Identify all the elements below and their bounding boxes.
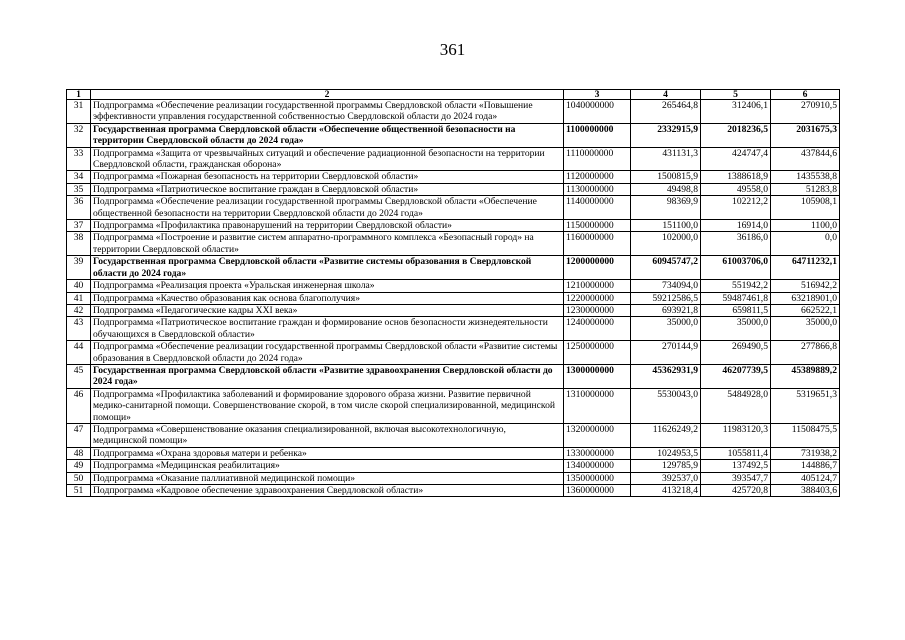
row-number-cell: 46 xyxy=(67,388,91,423)
program-name-cell: Подпрограмма «Оказание паллиативной медицинской помощи» xyxy=(91,472,564,484)
table-row xyxy=(67,171,840,183)
value-col6-cell: 51283,8 xyxy=(771,183,840,195)
program-name-cell: Подпрограмма «Педагогические кадры XXI века» xyxy=(91,304,564,316)
row-number-cell: 44 xyxy=(67,341,91,365)
value-col5-cell: 11983120,3 xyxy=(701,423,771,447)
value-col4-cell: 1500815,9 xyxy=(631,171,701,183)
program-name-cell: Подпрограмма «Совершенствование оказания специализированной, включая высокотехнологичную, медицинской помощи» xyxy=(91,423,564,447)
value-col5-cell: 102212,2 xyxy=(701,196,771,220)
value-col5-cell: 659811,5 xyxy=(701,304,771,316)
row-number-cell: 31 xyxy=(67,100,91,124)
row-number-cell: 50 xyxy=(67,472,91,484)
row-number-cell: 36 xyxy=(67,196,91,220)
value-col5-cell: 137492,5 xyxy=(701,460,771,472)
row-number-cell: 42 xyxy=(67,304,91,316)
value-col4-cell: 98369,9 xyxy=(631,196,701,220)
value-col6-cell: 270910,5 xyxy=(771,100,840,124)
value-col4-cell: 431131,3 xyxy=(631,147,701,171)
program-name-cell: Подпрограмма «Обеспечение реализации государственной программы Свердловской области «Обеспечение общественной безопасности на территории Свердловской области до 2024 года» xyxy=(91,196,564,220)
program-name-cell: Подпрограмма «Кадровое обеспечение здравоохранения Свердловской области» xyxy=(91,485,564,497)
program-code-cell: 1200000000 xyxy=(564,256,631,280)
value-col6-cell: 45389889,2 xyxy=(771,364,840,388)
row-number-cell: 33 xyxy=(67,147,91,171)
value-col5-cell: 312406,1 xyxy=(701,100,771,124)
value-col5-cell: 16914,0 xyxy=(701,220,771,232)
value-col4-cell: 413218,4 xyxy=(631,485,701,497)
program-code-cell: 1140000000 xyxy=(564,196,631,220)
program-name-cell: Подпрограмма «Патриотическое воспитание граждан и формирование основ безопасности жизнедеятельности обучающихся в Свердловской области» xyxy=(91,317,564,341)
value-col6-cell: 731938,2 xyxy=(771,447,840,459)
value-col5-cell: 46207739,5 xyxy=(701,364,771,388)
value-col4-cell: 734094,0 xyxy=(631,280,701,292)
row-number-cell: 38 xyxy=(67,232,91,256)
value-col5-cell: 59487461,8 xyxy=(701,292,771,304)
row-number-cell: 34 xyxy=(67,171,91,183)
value-col5-cell: 36186,0 xyxy=(701,232,771,256)
table-row xyxy=(67,100,840,124)
value-col6-cell: 0,0 xyxy=(771,232,840,256)
program-name-cell: Подпрограмма «Обеспечение реализации государственной программы Свердловской области «Развитие системы образования в Свердловской области до 2024 года» xyxy=(91,341,564,365)
value-col5-cell: 2018236,5 xyxy=(701,123,771,147)
value-col5-cell: 393547,7 xyxy=(701,472,771,484)
table-row xyxy=(67,280,840,292)
value-col4-cell: 151100,0 xyxy=(631,220,701,232)
value-col5-cell: 425720,8 xyxy=(701,485,771,497)
page-number: 361 xyxy=(439,40,466,59)
program-name-cell: Подпрограмма «Защита от чрезвычайных ситуаций и обеспечение радиационной безопасности на территории Свердловской области, гражданская оборона» xyxy=(91,147,564,171)
value-col4-cell: 35000,0 xyxy=(631,317,701,341)
value-col6-cell: 2031675,3 xyxy=(771,123,840,147)
table-row xyxy=(67,183,840,195)
program-code-cell: 1160000000 xyxy=(564,232,631,256)
program-name-cell: Государственная программа Свердловской области «Развитие здравоохранения Свердловской области до 2024 года» xyxy=(91,364,564,388)
table-header-row xyxy=(67,90,840,100)
value-col6-cell: 1100,0 xyxy=(771,220,840,232)
program-code-cell: 1320000000 xyxy=(564,423,631,447)
value-col4-cell: 102000,0 xyxy=(631,232,701,256)
value-col6-cell: 437844,6 xyxy=(771,147,840,171)
program-code-cell: 1100000000 xyxy=(564,123,631,147)
value-col4-cell: 5530043,0 xyxy=(631,388,701,423)
program-code-cell: 1300000000 xyxy=(564,364,631,388)
program-name-cell: Государственная программа Свердловской области «Обеспечение общественной безопасности на территории Свердловской области до 2024 года» xyxy=(91,123,564,147)
program-name-cell: Подпрограмма «Реализация проекта «Уральская инженерная школа» xyxy=(91,280,564,292)
column-header-4: 4 xyxy=(631,90,701,100)
value-col5-cell: 1388618,9 xyxy=(701,171,771,183)
table-row xyxy=(67,317,840,341)
row-number-cell: 49 xyxy=(67,460,91,472)
value-col4-cell: 693921,8 xyxy=(631,304,701,316)
program-code-cell: 1220000000 xyxy=(564,292,631,304)
value-col6-cell: 277866,8 xyxy=(771,341,840,365)
program-code-cell: 1330000000 xyxy=(564,447,631,459)
value-col4-cell: 45362931,9 xyxy=(631,364,701,388)
table-row xyxy=(67,304,840,316)
column-header-6: 6 xyxy=(771,90,840,100)
value-col6-cell: 63218901,0 xyxy=(771,292,840,304)
table-row xyxy=(67,123,840,147)
value-col4-cell: 2332915,9 xyxy=(631,123,701,147)
program-code-cell: 1040000000 xyxy=(564,100,631,124)
value-col6-cell: 388403,6 xyxy=(771,485,840,497)
value-col4-cell: 59212586,5 xyxy=(631,292,701,304)
column-header-1: 1 xyxy=(67,90,91,100)
row-number-cell: 40 xyxy=(67,280,91,292)
row-number-cell: 43 xyxy=(67,317,91,341)
value-col6-cell: 662522,1 xyxy=(771,304,840,316)
program-code-cell: 1360000000 xyxy=(564,485,631,497)
program-code-cell: 1350000000 xyxy=(564,472,631,484)
table-row xyxy=(67,256,840,280)
program-code-cell: 1210000000 xyxy=(564,280,631,292)
value-col6-cell: 11508475,5 xyxy=(771,423,840,447)
value-col6-cell: 516942,2 xyxy=(771,280,840,292)
value-col4-cell: 1024953,5 xyxy=(631,447,701,459)
value-col4-cell: 129785,9 xyxy=(631,460,701,472)
row-number-cell: 32 xyxy=(67,123,91,147)
table-row xyxy=(67,292,840,304)
row-number-cell: 39 xyxy=(67,256,91,280)
value-col5-cell: 35000,0 xyxy=(701,317,771,341)
table-row xyxy=(67,196,840,220)
value-col4-cell: 49498,8 xyxy=(631,183,701,195)
row-number-cell: 41 xyxy=(67,292,91,304)
value-col5-cell: 49558,0 xyxy=(701,183,771,195)
value-col5-cell: 61003706,0 xyxy=(701,256,771,280)
value-col6-cell: 35000,0 xyxy=(771,317,840,341)
value-col4-cell: 270144,9 xyxy=(631,341,701,365)
program-name-cell: Подпрограмма «Качество образования как основа благополучия» xyxy=(91,292,564,304)
row-number-cell: 45 xyxy=(67,364,91,388)
table-row xyxy=(67,447,840,459)
column-header-2: 2 xyxy=(91,90,564,100)
program-code-cell: 1240000000 xyxy=(564,317,631,341)
value-col5-cell: 1055811,4 xyxy=(701,447,771,459)
program-name-cell: Подпрограмма «Построение и развитие систем аппаратно-программного комплекса «Безопасный город» на территории Свердловской области» xyxy=(91,232,564,256)
program-code-cell: 1340000000 xyxy=(564,460,631,472)
program-code-cell: 1110000000 xyxy=(564,147,631,171)
program-code-cell: 1250000000 xyxy=(564,341,631,365)
value-col4-cell: 265464,8 xyxy=(631,100,701,124)
column-header-3: 3 xyxy=(564,90,631,100)
program-name-cell: Подпрограмма «Медицинская реабилитация» xyxy=(91,460,564,472)
program-code-cell: 1120000000 xyxy=(564,171,631,183)
program-name-cell: Подпрограмма «Пожарная безопасность на территории Свердловской области» xyxy=(91,171,564,183)
table-row xyxy=(67,341,840,365)
table-row xyxy=(67,364,840,388)
value-col4-cell: 392537,0 xyxy=(631,472,701,484)
column-header-5: 5 xyxy=(701,90,771,100)
table-row xyxy=(67,460,840,472)
table-row xyxy=(67,220,840,232)
program-name-cell: Подпрограмма «Профилактика правонарушений на территории Свердловской области» xyxy=(91,220,564,232)
program-code-cell: 1230000000 xyxy=(564,304,631,316)
row-number-cell: 37 xyxy=(67,220,91,232)
value-col5-cell: 269490,5 xyxy=(701,341,771,365)
value-col6-cell: 144886,7 xyxy=(771,460,840,472)
value-col5-cell: 551942,2 xyxy=(701,280,771,292)
value-col5-cell: 5484928,0 xyxy=(701,388,771,423)
program-name-cell: Подпрограмма «Обеспечение реализации государственной программы Свердловской области «Повышение эффективности управления государственной собственностью Свердловской области до 2024 года» xyxy=(91,100,564,124)
program-name-cell: Государственная программа Свердловской области «Развитие системы образования в Свердловской области до 2024 года» xyxy=(91,256,564,280)
value-col6-cell: 405124,7 xyxy=(771,472,840,484)
budget-table xyxy=(66,89,840,497)
program-name-cell: Подпрограмма «Охрана здоровья матери и ребенка» xyxy=(91,447,564,459)
program-name-cell: Подпрограмма «Патриотическое воспитание граждан в Свердловской области» xyxy=(91,183,564,195)
table-row xyxy=(67,232,840,256)
value-col6-cell: 5319651,3 xyxy=(771,388,840,423)
table-row xyxy=(67,423,840,447)
table-row xyxy=(67,147,840,171)
row-number-cell: 35 xyxy=(67,183,91,195)
table-row xyxy=(67,485,840,497)
value-col6-cell: 64711232,1 xyxy=(771,256,840,280)
program-name-cell: Подпрограмма «Профилактика заболеваний и формирование здорового образа жизни. Развитие первичной медико-санитарной помощи. Совершенствование скорой, в том числе скорой специализированной, медицинской помощи» xyxy=(91,388,564,423)
table-row xyxy=(67,388,840,423)
value-col6-cell: 105908,1 xyxy=(771,196,840,220)
value-col4-cell: 11626249,2 xyxy=(631,423,701,447)
program-code-cell: 1130000000 xyxy=(564,183,631,195)
value-col5-cell: 424747,4 xyxy=(701,147,771,171)
value-col4-cell: 60945747,2 xyxy=(631,256,701,280)
program-code-cell: 1150000000 xyxy=(564,220,631,232)
row-number-cell: 47 xyxy=(67,423,91,447)
value-col6-cell: 1435538,8 xyxy=(771,171,840,183)
row-number-cell: 48 xyxy=(67,447,91,459)
row-number-cell: 51 xyxy=(67,485,91,497)
table-row xyxy=(67,472,840,484)
program-code-cell: 1310000000 xyxy=(564,388,631,423)
